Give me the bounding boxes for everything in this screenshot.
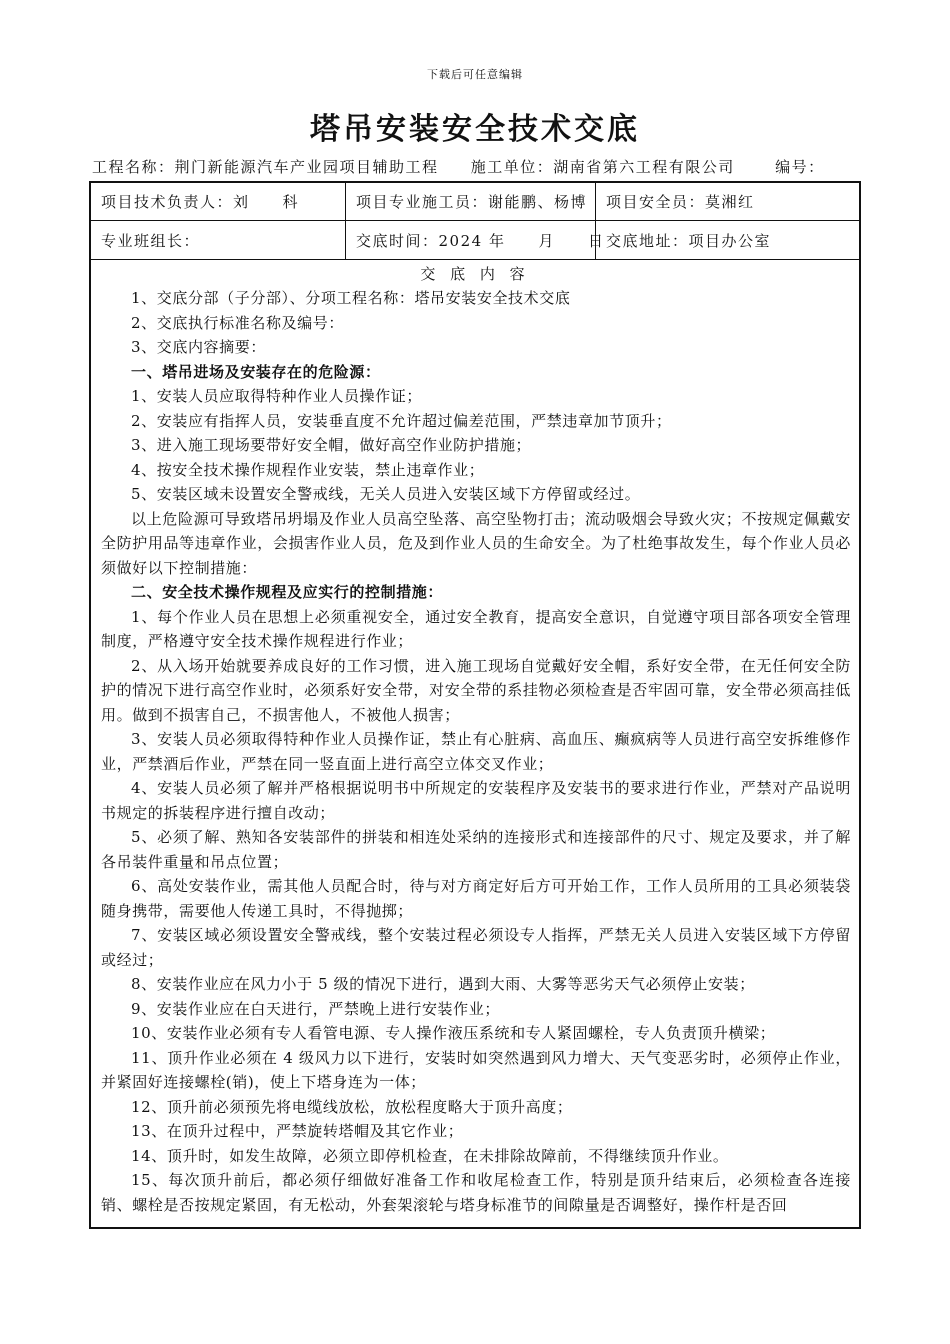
disclosure-table — [89, 181, 861, 1229]
disclosure-time-cell: 交底时间：2024 年 月 日 — [345, 221, 595, 259]
content-paragraph: 11、顶升作业必须在 4 级风力以下进行，安装时如突然遇到风力增大、天气变恶劣时，必须停止作业，并紧固好连接螺栓(销)，使上下塔身连为一体； — [101, 1048, 851, 1091]
content-paragraph: 以上危险源可导致塔吊坍塌及作业人员高空坠落、高空坠物打击；流动吸烟会导致火灾；不按规定佩戴安全防护用品等违章作业，会损害作业人员，危及到作业人员的生命安全。为了杜绝事故发生，每个作业人员必须做好以下控制措施： — [101, 509, 851, 577]
content-paragraph: 3、安装人员必须取得特种作业人员操作证，禁止有心脏病、高血压、癫疯病等人员进行高空安拆维修作业，严禁酒后作业，严禁在同一竖直面上进行高空立体交叉作业； — [101, 730, 851, 773]
content-paragraph: 2、安装应有指挥人员，安装垂直度不允许超过偏差范围，严禁违章加节顶升； — [131, 411, 672, 430]
content-paragraph: 1、每个作业人员在思想上必须重视安全，通过安全教育，提高安全意识，自觉遵守项目部各项安全管理制度，严格遵守安全技术操作规程进行作业； — [101, 607, 851, 650]
content-paragraph: 3、进入施工现场要带好安全帽，做好高空作业防护措施； — [131, 436, 532, 454]
content-paragraph: 1、安装人员应取得特种作业人员操作证； — [131, 387, 422, 405]
content-paragraph: 12、顶升前必须预先将电缆线放松，放松程度略大于顶升高度； — [131, 1097, 573, 1116]
top-note: 下载后可任意编辑 — [427, 68, 523, 81]
content-paragraph: 10、安装作业必须有专人看管电源、专人操作液压系统和专人紧固螺栓，专人负责顶升横梁； — [131, 1024, 776, 1042]
safety-officer-cell: 项目安全员：莫湘红 — [595, 183, 859, 220]
content-paragraph: 1、交底分部（子分部）、分项工程名称：塔吊安装安全技术交底 — [131, 289, 571, 307]
content-paragraph: 2、交底执行标准名称及编号： — [131, 313, 344, 332]
project-info-line — [92, 156, 862, 177]
foreman-cell: 项目专业施工员：谢能鹏、杨博 — [345, 183, 595, 220]
content-paragraph: 5、必须了解、熟知各安装部件的拼装和相连处采纳的连接形式和连接部件的尺寸、规定及要求，并了解各吊装件重量和吊点位置； — [101, 828, 851, 871]
contractor-name: 施工单位：湖南省第六工程有限公司 — [470, 158, 735, 176]
content-paragraph: 13、在顶升过程中，严禁旋转塔帽及其它作业； — [131, 1122, 464, 1140]
content-paragraph: 15、每次顶升前后，都必须仔细做好准备工作和收尾检查工作，特别是顶升结束后，必须检查各连接销、螺栓是否按规定紧固，有无松动，外套架滚轮与塔身标准节的间隙量是否调整好，操作杆是否回 — [101, 1171, 851, 1214]
disclosure-place-cell: 交底地址：项目办公室 — [595, 221, 859, 259]
content-paragraph: 9、安装作业应在白天进行，严禁晚上进行安装作业； — [131, 999, 500, 1018]
content-paragraph: 5、安装区域未设置安全警戒线，无关人员进入安装区域下方停留或经过。 — [131, 485, 641, 503]
document-title: 塔吊安装安全技术交底 — [310, 112, 640, 147]
tech-lead-cell: 项目技术负责人：刘 科 — [101, 193, 300, 211]
table-row — [91, 221, 859, 260]
content-paragraph: 3、交底内容摘要： — [131, 338, 266, 356]
section-heading: 二、安全技术操作规程及应实行的控制措施： — [131, 583, 444, 601]
document-number: 编号： — [775, 158, 825, 176]
content-paragraph: 4、按安全技术操作规程作业安装，禁止违章作业； — [131, 460, 485, 479]
content-heading: 交 底 内 容 — [420, 265, 530, 283]
table-row — [91, 183, 859, 221]
content-paragraphs — [91, 286, 859, 1217]
team-leader-cell: 专业班组长： — [101, 231, 201, 250]
content-paragraph: 2、从入场开始就要养成良好的工作习惯，进入施工现场自觉戴好安全帽，系好安全带，在无任何安全防护的情况下进行高空作业时，必须系好安全带，对安全带的系挂物必须检查是否牢固可靠，安全带必须高挂低用。做到不损害自己，不损害他人，不被他人损害； — [101, 656, 851, 724]
project-name: 工程名称：荆门新能源汽车产业园项目辅助工程 — [92, 158, 439, 176]
disclosure-content — [91, 260, 859, 1227]
content-paragraph: 8、安装作业应在风力小于 5 级的情况下进行，遇到大雨、大雾等恶劣天气必须停止安装； — [131, 975, 755, 993]
content-paragraph: 6、高处安装作业，需其他人员配合时，待与对方商定好后方可开始工作，工作人员所用的工具必须装袋随身携带，需要他人传递工具时，不得抛掷； — [101, 877, 851, 920]
content-paragraph: 14、顶升时，如发生故障，必须立即停机检查，在未排除故障前，不得继续顶升作业。 — [131, 1146, 729, 1165]
section-heading: 一、塔吊进场及安装存在的危险源： — [131, 362, 381, 381]
content-paragraph: 7、安装区域必须设置安全警戒线，整个安装过程必须设专人指挥，严禁无关人员进入安装区域下方停留或经过； — [101, 926, 851, 969]
content-paragraph: 4、安装人员必须了解并严格根据说明书中所规定的安装程序及安装书的要求进行作业，严禁对产品说明书规定的拆装程序进行擅自改动； — [101, 779, 851, 822]
